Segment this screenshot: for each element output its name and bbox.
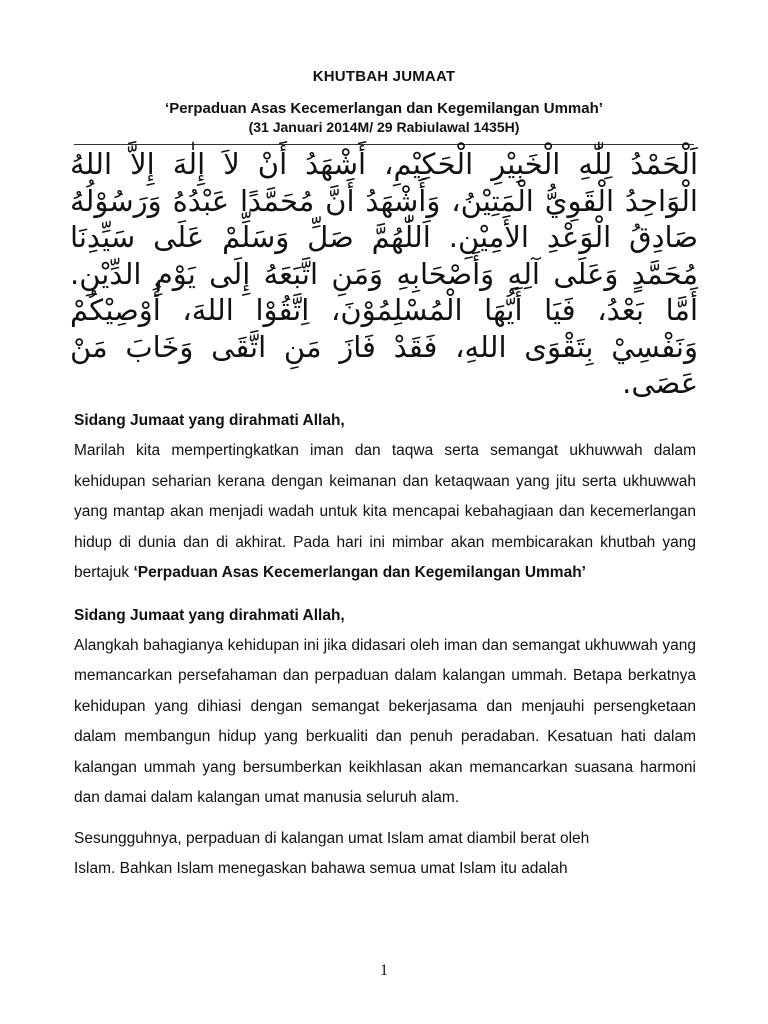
section-paragraph: Alangkah bahagianya kehidupan ini jika didasari oleh iman dan semangat ukhuwwah yang memancarkan persefahaman dan perpaduan dalam kalangan ummah. Betapa berkatnya kehidupan yang dihiasi dengan semangat bekerjasama dan menjauhi persengketaan dalam membangun hidup yang berkualiti dan penuh peradaban. Kesatuan hati dalam kalangan ummah yang bersumberkan keikhlasan akan memancarkan suasana harmoni dan damai dalam kalangan umat manusia seluruh alam.	[74, 636, 696, 806]
header-divider	[74, 144, 694, 145]
paragraph-spacer	[74, 589, 696, 601]
section-paragraph	[74, 436, 696, 589]
sermon-topic-inline: ‘Perpaduan Asas Kecemerlangan dan Kegemilangan Ummah’	[133, 564, 586, 581]
section-heading: Sidang Jumaat yang dirahmati Allah,	[74, 412, 345, 429]
sermon-topic: ‘Perpaduan Asas Kecemerlangan dan Kegemilangan Ummah’	[165, 100, 603, 117]
paragraph-line: Islam. Bahkan Islam menegaskan bahawa semua umat Islam itu adalah	[74, 860, 568, 877]
paragraph-spacer	[74, 814, 696, 824]
document-title: KHUTBAH JUMAAT	[312, 68, 456, 85]
arabic-opening-text: اَلْحَمْدُ لِلّٰهِ الْخَبِيْرِ الْحَكِيْمِ، أَشْهَدُ أَنْ لاَ إِلٰهَ إِلاَّ اللهُ الْوَاحِدُ الْقَوِيُّ الْمَتِيْنُ، وَأَشْهَدُ أَنَّ مُحَمَّدًا عَبْدُهُ وَرَسُوْلُهُ صَادِقُ الْوَعْدِ الأَمِيْنِ. اَللّٰهُمَّ صَلِّ وَسَلِّمْ عَلَى سَيِّدِنَا مُحَمَّدٍ وَعَلَى آلِهِ وَأَصْحَابِهِ وَمَنِ اتَّبَعَهُ إِلَى يَوْمِ الدِّيْنِ. أَمَّا بَعْدُ، فَيَا أَيُّهَا الْمُسْلِمُوْنَ، اِتَّقُوْا اللهَ، أُوْصِيْكُمْ وَنَفْسِيْ بِتَقْوَى اللهِ، فَقَدْ فَازَ مَنِ اتَّقَى وَخَابَ مَنْ عَصَى.	[70, 147, 698, 400]
sermon-date: (31 Januari 2014M/ 29 Rabiulawal 1435H)	[248, 119, 520, 135]
section-heading: Sidang Jumaat yang dirahmati Allah,	[74, 606, 345, 624]
document-body	[74, 406, 696, 885]
page-number: 1	[380, 962, 388, 979]
final-paragraph	[74, 824, 696, 885]
paragraph-text: Marilah kita mempertingkatkan iman dan taqwa serta semangat ukhuwwah dalam kehidupan seharian kerana dengan keimanan dan ketaqwaan yang jitu serta ukhuwwah yang mantap akan menjadi wadah untuk kita mencapai kebahagiaan dan kecemerlangan hidup di dunia dan di akhirat. Pada hari ini mimbar akan membicarakan khutbah yang bertajuk	[74, 442, 696, 581]
paragraph-line: Sesungguhnya, perpaduan di kalangan umat Islam amat diambil berat oleh	[74, 829, 590, 847]
